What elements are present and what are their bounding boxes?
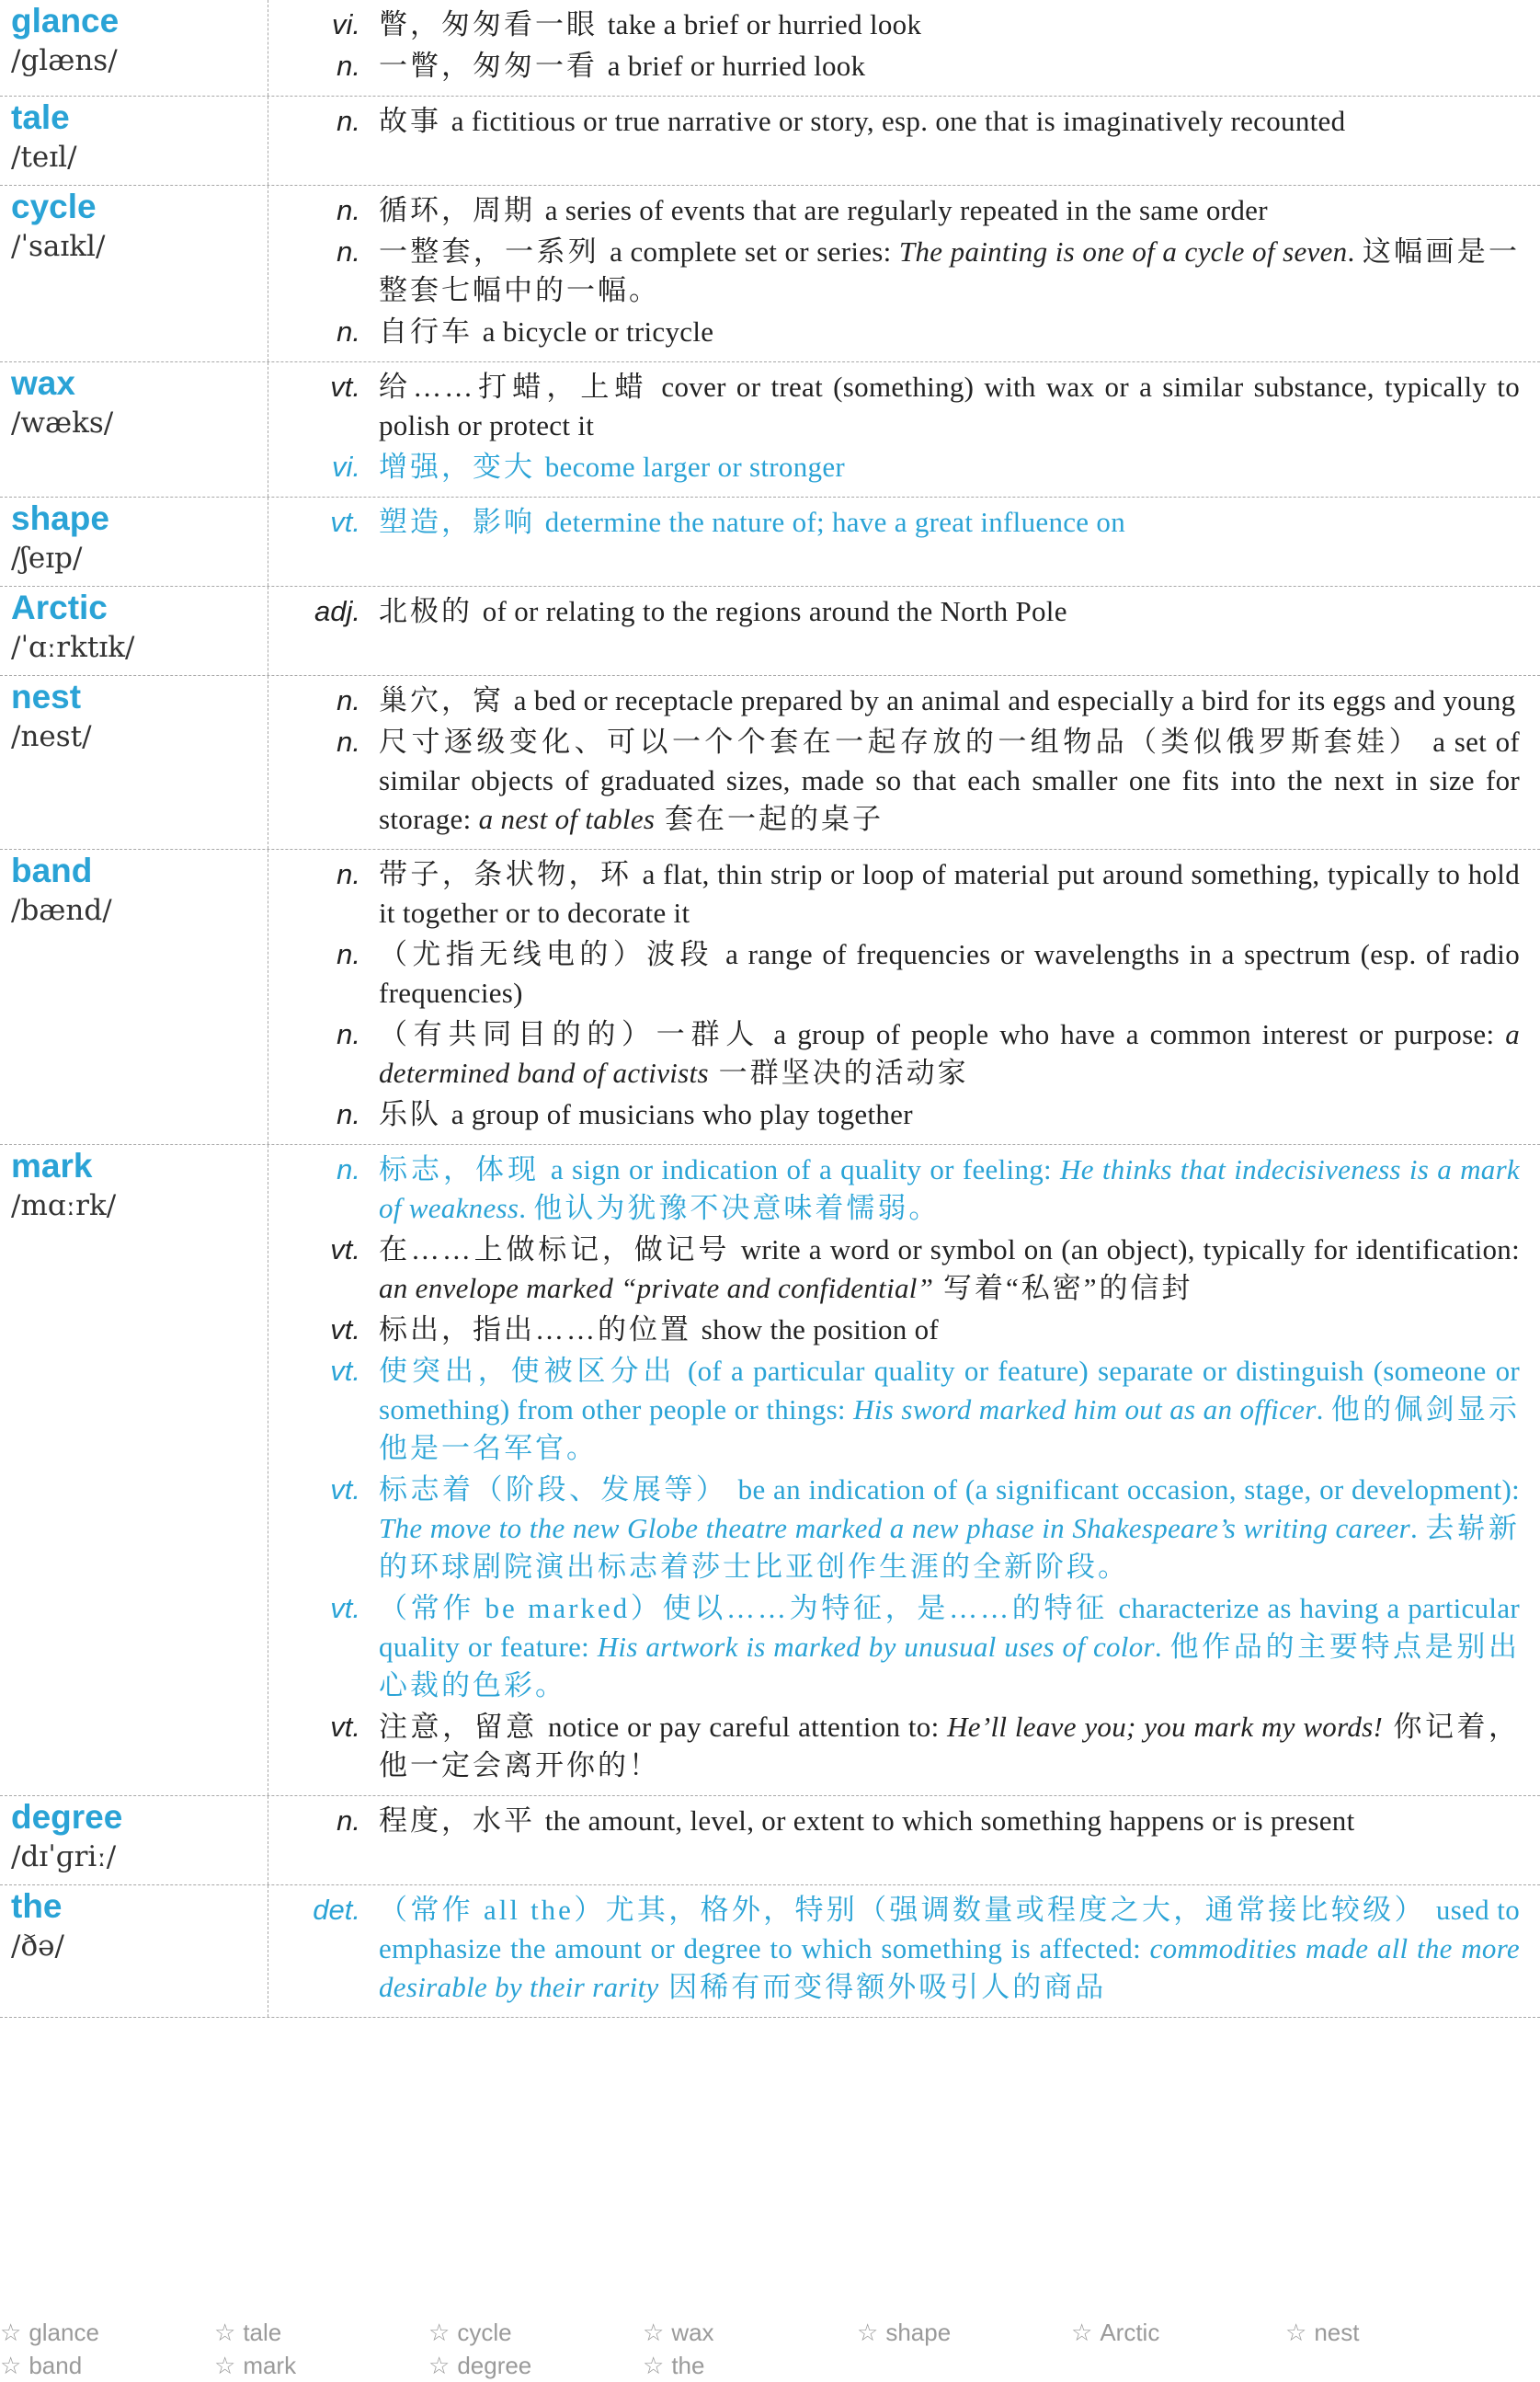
index-word: the bbox=[671, 2352, 705, 2379]
headword: nest bbox=[11, 678, 82, 716]
headword: the bbox=[11, 1887, 63, 1925]
pronunciation: /ˈɑːrktɪk/ bbox=[11, 631, 135, 664]
sense-row bbox=[268, 1352, 1520, 1468]
index-item-glance[interactable] bbox=[0, 2316, 214, 2349]
chinese-gloss: 带子，条状物，环 bbox=[379, 858, 643, 890]
chinese-gloss: 他认为犹豫不决意味着懦弱。 bbox=[533, 1192, 941, 1224]
sense-row bbox=[268, 1095, 1520, 1134]
chinese-gloss: 标出，指出……的位置 bbox=[379, 1313, 702, 1346]
star-icon: ☆ bbox=[643, 2319, 665, 2346]
headword: wax bbox=[11, 364, 75, 402]
entry-tale bbox=[0, 97, 1540, 186]
chinese-gloss: 瞥，匆匆看一眼 bbox=[379, 8, 608, 40]
star-icon: ☆ bbox=[643, 2352, 665, 2379]
headword: cycle bbox=[11, 188, 97, 225]
part-of-speech: n. bbox=[337, 105, 360, 137]
chinese-gloss: 循环，周期 bbox=[379, 194, 545, 226]
part-of-speech: vi. bbox=[332, 8, 360, 40]
headword: glance bbox=[11, 2, 120, 40]
part-of-speech: n. bbox=[337, 1804, 360, 1837]
index-word: shape bbox=[885, 2319, 952, 2346]
senses-column bbox=[268, 587, 1540, 675]
entry-shape bbox=[0, 498, 1540, 587]
english-definition: become larger or stronger bbox=[544, 451, 846, 483]
word-index bbox=[0, 2316, 1540, 2382]
sense-row bbox=[268, 1471, 1520, 1586]
chinese-gloss: 程度，水平 bbox=[379, 1804, 545, 1837]
definition bbox=[379, 681, 1520, 720]
part-of-speech: vt. bbox=[330, 1473, 360, 1506]
english-definition: . bbox=[1347, 235, 1363, 268]
sense-row bbox=[268, 592, 1520, 631]
english-definition: be an indication of (a significant occasion, stage, or development): bbox=[737, 1473, 1521, 1506]
headword: shape bbox=[11, 499, 109, 537]
sense-row bbox=[268, 102, 1520, 141]
star-icon: ☆ bbox=[1285, 2319, 1307, 2346]
part-of-speech: n. bbox=[337, 858, 360, 890]
chinese-gloss: 尺寸逐级变化、可以一个个套在一起存放的一组物品（类似俄罗斯套娃） bbox=[379, 726, 1433, 758]
headword: degree bbox=[11, 1798, 123, 1836]
headword-column bbox=[0, 1885, 268, 2017]
example-text: His sword marked him out as an officer bbox=[853, 1393, 1317, 1426]
example-text: The move to the new Globe theatre marked a new phase in Shakespeare’s writing career bbox=[379, 1512, 1411, 1544]
senses-column bbox=[268, 498, 1540, 586]
index-word: mark bbox=[243, 2352, 297, 2379]
headword-column bbox=[0, 362, 268, 497]
english-definition: a sign or indication of a quality or feeling: bbox=[550, 1153, 1061, 1185]
chinese-gloss: 故事 bbox=[379, 105, 451, 137]
english-definition: a group of people who have a common interest or purpose: bbox=[773, 1018, 1506, 1050]
sense-row bbox=[268, 503, 1520, 542]
english-definition: . bbox=[519, 1192, 534, 1224]
senses-column bbox=[268, 1885, 1540, 2017]
part-of-speech: adj. bbox=[314, 595, 360, 627]
headword-column bbox=[0, 1145, 268, 1795]
example-text: a determined band of activists bbox=[379, 1018, 1520, 1089]
part-of-speech: n. bbox=[337, 1018, 360, 1050]
english-definition: write a word or symbol on (an object), typically for identification: bbox=[740, 1233, 1521, 1265]
chinese-gloss: （常作 be marked）使以……为特征，是……的特征 bbox=[379, 1592, 1119, 1624]
english-definition: cover or treat (something) with wax or a similar substance, typically to polish or protect it bbox=[379, 371, 1521, 441]
senses-column bbox=[268, 676, 1540, 849]
sense-row bbox=[268, 855, 1520, 933]
star-icon: ☆ bbox=[857, 2319, 879, 2346]
index-item-wax[interactable] bbox=[643, 2316, 857, 2349]
headword: Arctic bbox=[11, 589, 108, 626]
index-word: degree bbox=[457, 2352, 532, 2379]
definition bbox=[379, 448, 1520, 487]
definition bbox=[379, 191, 1520, 230]
chinese-gloss: 增强，变大 bbox=[379, 451, 545, 483]
english-definition: a flat, thin strip or loop of material put around something, typically to hold it together or to decorate it bbox=[379, 858, 1521, 929]
index-word: cycle bbox=[457, 2319, 512, 2346]
star-icon: ☆ bbox=[214, 2352, 236, 2379]
sense-row bbox=[268, 723, 1520, 839]
chinese-gloss: 塑造，影响 bbox=[379, 506, 545, 538]
definition bbox=[379, 1891, 1520, 2007]
definition bbox=[379, 368, 1520, 445]
english-definition: a range of frequencies or wavelengths in a spectrum (esp. of radio frequencies) bbox=[379, 938, 1520, 1009]
headword-column bbox=[0, 850, 268, 1144]
definition bbox=[379, 1471, 1520, 1586]
star-icon: ☆ bbox=[214, 2319, 236, 2346]
chinese-gloss: 巢穴，窝 bbox=[379, 684, 514, 716]
part-of-speech: n. bbox=[337, 50, 360, 82]
entry-band bbox=[0, 850, 1540, 1145]
index-row bbox=[0, 2349, 1540, 2382]
part-of-speech: vt. bbox=[330, 506, 360, 538]
part-of-speech: n. bbox=[337, 938, 360, 970]
sense-row bbox=[268, 1151, 1520, 1228]
definition bbox=[379, 102, 1520, 141]
chinese-gloss: 北极的 bbox=[379, 595, 483, 627]
headword-column bbox=[0, 676, 268, 849]
index-word: band bbox=[29, 2352, 83, 2379]
definition bbox=[379, 1095, 1520, 1134]
index-item-mark[interactable] bbox=[214, 2349, 428, 2382]
definition bbox=[379, 592, 1520, 631]
headword: band bbox=[11, 852, 93, 889]
chinese-gloss: 一群坚决的活动家 bbox=[708, 1057, 969, 1089]
example-text: an envelope marked “private and confidential” bbox=[379, 1272, 934, 1304]
chinese-gloss: （尤指无线电的）波段 bbox=[379, 938, 726, 970]
english-definition: a group of musicians who play together bbox=[451, 1098, 913, 1130]
english-definition: show the position of bbox=[701, 1313, 940, 1346]
part-of-speech: vt. bbox=[330, 1313, 360, 1346]
chinese-gloss: 一瞥，匆匆一看 bbox=[379, 50, 608, 82]
chinese-gloss: 自行车 bbox=[379, 315, 483, 348]
definition bbox=[379, 6, 1520, 44]
english-definition: take a brief or hurried look bbox=[607, 8, 922, 40]
sense-row bbox=[268, 681, 1520, 720]
chinese-gloss: 乐队 bbox=[379, 1098, 451, 1130]
part-of-speech: n. bbox=[337, 235, 360, 268]
part-of-speech: vt. bbox=[330, 1233, 360, 1265]
index-item-the[interactable] bbox=[643, 2349, 857, 2382]
senses-column bbox=[268, 186, 1540, 361]
sense-row bbox=[268, 6, 1520, 44]
example-text: commodities made all the more desirable by their rarity bbox=[379, 1932, 1520, 2003]
senses-column bbox=[268, 1796, 1540, 1884]
pronunciation: /mɑːrk/ bbox=[11, 1189, 117, 1222]
sense-row bbox=[268, 233, 1520, 310]
definition bbox=[379, 1231, 1520, 1308]
sense-row bbox=[268, 448, 1520, 487]
part-of-speech: n. bbox=[337, 315, 360, 348]
english-definition: notice or pay careful attention to: bbox=[548, 1711, 948, 1743]
english-definition: determine the nature of; have a great influence on bbox=[544, 506, 1126, 538]
english-definition: a fictitious or true narrative or story, esp. one that is imaginatively recounted bbox=[451, 105, 1346, 137]
part-of-speech: vt. bbox=[330, 371, 360, 403]
part-of-speech: n. bbox=[337, 1153, 360, 1185]
definition bbox=[379, 1708, 1520, 1785]
example-text: He thinks that indecisiveness is a mark of weakness bbox=[379, 1153, 1520, 1224]
definition bbox=[379, 1151, 1520, 1228]
index-item-shape[interactable] bbox=[857, 2316, 1071, 2349]
headword-column bbox=[0, 498, 268, 586]
part-of-speech: n. bbox=[337, 684, 360, 716]
sense-row bbox=[268, 191, 1520, 230]
pronunciation: /nest/ bbox=[11, 720, 92, 753]
example-text: The painting is one of a cycle of seven bbox=[898, 235, 1348, 268]
pronunciation: /ˈsaɪkl/ bbox=[11, 230, 106, 263]
sense-row bbox=[268, 1708, 1520, 1785]
entry-cycle bbox=[0, 186, 1540, 362]
pronunciation: /ʃeɪp/ bbox=[11, 542, 83, 575]
chinese-gloss: 标志，体现 bbox=[379, 1153, 551, 1185]
chinese-gloss: 写着“私密”的信封 bbox=[933, 1272, 1193, 1304]
definition bbox=[379, 855, 1520, 933]
headword-column bbox=[0, 1796, 268, 1884]
part-of-speech: vt. bbox=[330, 1355, 360, 1387]
definition bbox=[379, 1311, 1520, 1349]
part-of-speech: vi. bbox=[332, 451, 360, 483]
chinese-gloss: （常作 all the）尤其，格外，特别（强调数量或程度之大，通常接比较级） bbox=[379, 1894, 1436, 1926]
senses-column bbox=[268, 0, 1540, 96]
english-definition: a complete set or series: bbox=[610, 235, 899, 268]
definition bbox=[379, 1589, 1520, 1705]
english-definition: a series of events that are regularly repeated in the same order bbox=[544, 194, 1268, 226]
index-word: tale bbox=[243, 2319, 282, 2346]
english-definition: used to emphasize the amount or degree to which something is affected: bbox=[379, 1894, 1520, 1964]
definition bbox=[379, 503, 1520, 542]
star-icon: ☆ bbox=[428, 2352, 451, 2379]
chinese-gloss: 给……打蜡，上蜡 bbox=[379, 371, 662, 403]
index-item-arctic[interactable] bbox=[1071, 2316, 1285, 2349]
chinese-gloss: 他的佩剑显示他是一名军官。 bbox=[379, 1393, 1520, 1464]
definition bbox=[379, 1802, 1520, 1840]
sense-row bbox=[268, 1891, 1520, 2007]
entry-nest bbox=[0, 676, 1540, 850]
entry-wax bbox=[0, 362, 1540, 498]
chinese-gloss: 他作品的主要特点是别出心裁的色彩。 bbox=[379, 1631, 1521, 1701]
example-text: a nest of tables bbox=[478, 803, 656, 835]
pronunciation: /bænd/ bbox=[11, 894, 112, 927]
index-item-tale[interactable] bbox=[214, 2316, 428, 2349]
chinese-gloss: （有共同目的的）一群人 bbox=[379, 1018, 774, 1050]
index-item-degree[interactable] bbox=[428, 2349, 643, 2382]
definition bbox=[379, 723, 1520, 839]
index-item-band[interactable] bbox=[0, 2349, 214, 2382]
chinese-gloss: 套在一起的桌子 bbox=[655, 803, 884, 835]
part-of-speech: det. bbox=[313, 1894, 360, 1926]
definition bbox=[379, 47, 1520, 86]
english-definition: of or relating to the regions around the North Pole bbox=[482, 595, 1067, 627]
pronunciation: /glæns/ bbox=[11, 44, 118, 77]
senses-column bbox=[268, 850, 1540, 1144]
star-icon: ☆ bbox=[0, 2352, 22, 2379]
headword: tale bbox=[11, 98, 70, 136]
sense-row bbox=[268, 1311, 1520, 1349]
chinese-gloss: 这幅画是一整套七幅中的一幅。 bbox=[379, 235, 1520, 306]
star-icon: ☆ bbox=[428, 2319, 451, 2346]
entry-the bbox=[0, 1885, 1540, 2018]
english-definition: . bbox=[1154, 1631, 1170, 1663]
definition bbox=[379, 1015, 1520, 1093]
part-of-speech: vt. bbox=[330, 1711, 360, 1743]
english-definition: characterize as having a particular quality or feature: bbox=[379, 1592, 1521, 1663]
senses-column bbox=[268, 1145, 1540, 1795]
pronunciation: /dɪˈɡriː/ bbox=[11, 1840, 117, 1873]
sense-row bbox=[268, 1231, 1520, 1308]
definition bbox=[379, 1352, 1520, 1468]
index-item-nest[interactable] bbox=[1285, 2316, 1500, 2349]
chinese-gloss: 在……上做标记，做记号 bbox=[379, 1233, 741, 1265]
headword-column bbox=[0, 587, 268, 675]
english-definition: a set of similar objects of graduated sizes, made so that each smaller one fits into the next in size for storage: bbox=[379, 726, 1520, 835]
chinese-gloss: 标志着（阶段、发展等） bbox=[379, 1473, 738, 1506]
chinese-gloss: 一整套，一系列 bbox=[379, 235, 610, 268]
index-word: Arctic bbox=[1100, 2319, 1160, 2346]
english-definition: . bbox=[1316, 1393, 1331, 1426]
pronunciation: /ðə/ bbox=[11, 1930, 64, 1963]
sense-row bbox=[268, 1589, 1520, 1705]
headword-column bbox=[0, 186, 268, 361]
entry-degree bbox=[0, 1796, 1540, 1885]
index-word: nest bbox=[1314, 2319, 1360, 2346]
chinese-gloss: 使突出，使被区分出 bbox=[379, 1355, 688, 1387]
chinese-gloss: 你记着，他一定会离开你的！ bbox=[379, 1711, 1521, 1781]
sense-row bbox=[268, 47, 1520, 86]
entry-mark bbox=[0, 1145, 1540, 1796]
senses-column bbox=[268, 97, 1540, 185]
part-of-speech: n. bbox=[337, 194, 360, 226]
english-definition: a bicycle or tricycle bbox=[482, 315, 714, 348]
chinese-gloss: 注意，留意 bbox=[379, 1711, 548, 1743]
sense-row bbox=[268, 935, 1520, 1013]
sense-row bbox=[268, 368, 1520, 445]
index-word: wax bbox=[671, 2319, 714, 2346]
star-icon: ☆ bbox=[0, 2319, 22, 2346]
definition bbox=[379, 233, 1520, 310]
pronunciation: /wæks/ bbox=[11, 407, 114, 440]
headword-column bbox=[0, 97, 268, 185]
index-item-cycle[interactable] bbox=[428, 2316, 643, 2349]
star-icon: ☆ bbox=[1071, 2319, 1093, 2346]
pronunciation: /teɪl/ bbox=[11, 141, 77, 174]
sense-row bbox=[268, 1802, 1520, 1840]
chinese-gloss: 去崭新的环球剧院演出标志着莎士比亚创作生涯的全新阶段。 bbox=[379, 1512, 1520, 1583]
entry-glance bbox=[0, 0, 1540, 97]
index-row bbox=[0, 2316, 1540, 2349]
example-text: His artwork is marked by unusual uses of color bbox=[597, 1631, 1155, 1663]
headword: mark bbox=[11, 1147, 93, 1185]
sense-row bbox=[268, 313, 1520, 351]
example-text: He’ll leave you; you mark my words! bbox=[947, 1711, 1384, 1743]
english-definition: a brief or hurried look bbox=[607, 50, 866, 82]
english-definition: a bed or receptacle prepared by an animal and especially a bird for its eggs and young bbox=[513, 684, 1516, 716]
chinese-gloss: 因稀有而变得额外吸引人的商品 bbox=[658, 1971, 1107, 2003]
senses-column bbox=[268, 362, 1540, 497]
english-definition: (of a particular quality or feature) separate or distinguish (someone or something) from other people or things: bbox=[379, 1355, 1520, 1426]
definition bbox=[379, 313, 1520, 351]
headword-column bbox=[0, 0, 268, 96]
index-word: glance bbox=[29, 2319, 99, 2346]
entry-arctic bbox=[0, 587, 1540, 676]
part-of-speech: n. bbox=[337, 1098, 360, 1130]
english-definition: . bbox=[1410, 1512, 1426, 1544]
part-of-speech: vt. bbox=[330, 1592, 360, 1624]
definition bbox=[379, 935, 1520, 1013]
sense-row bbox=[268, 1015, 1520, 1093]
part-of-speech: n. bbox=[337, 726, 360, 758]
english-definition: the amount, level, or extent to which something happens or is present bbox=[544, 1804, 1355, 1837]
